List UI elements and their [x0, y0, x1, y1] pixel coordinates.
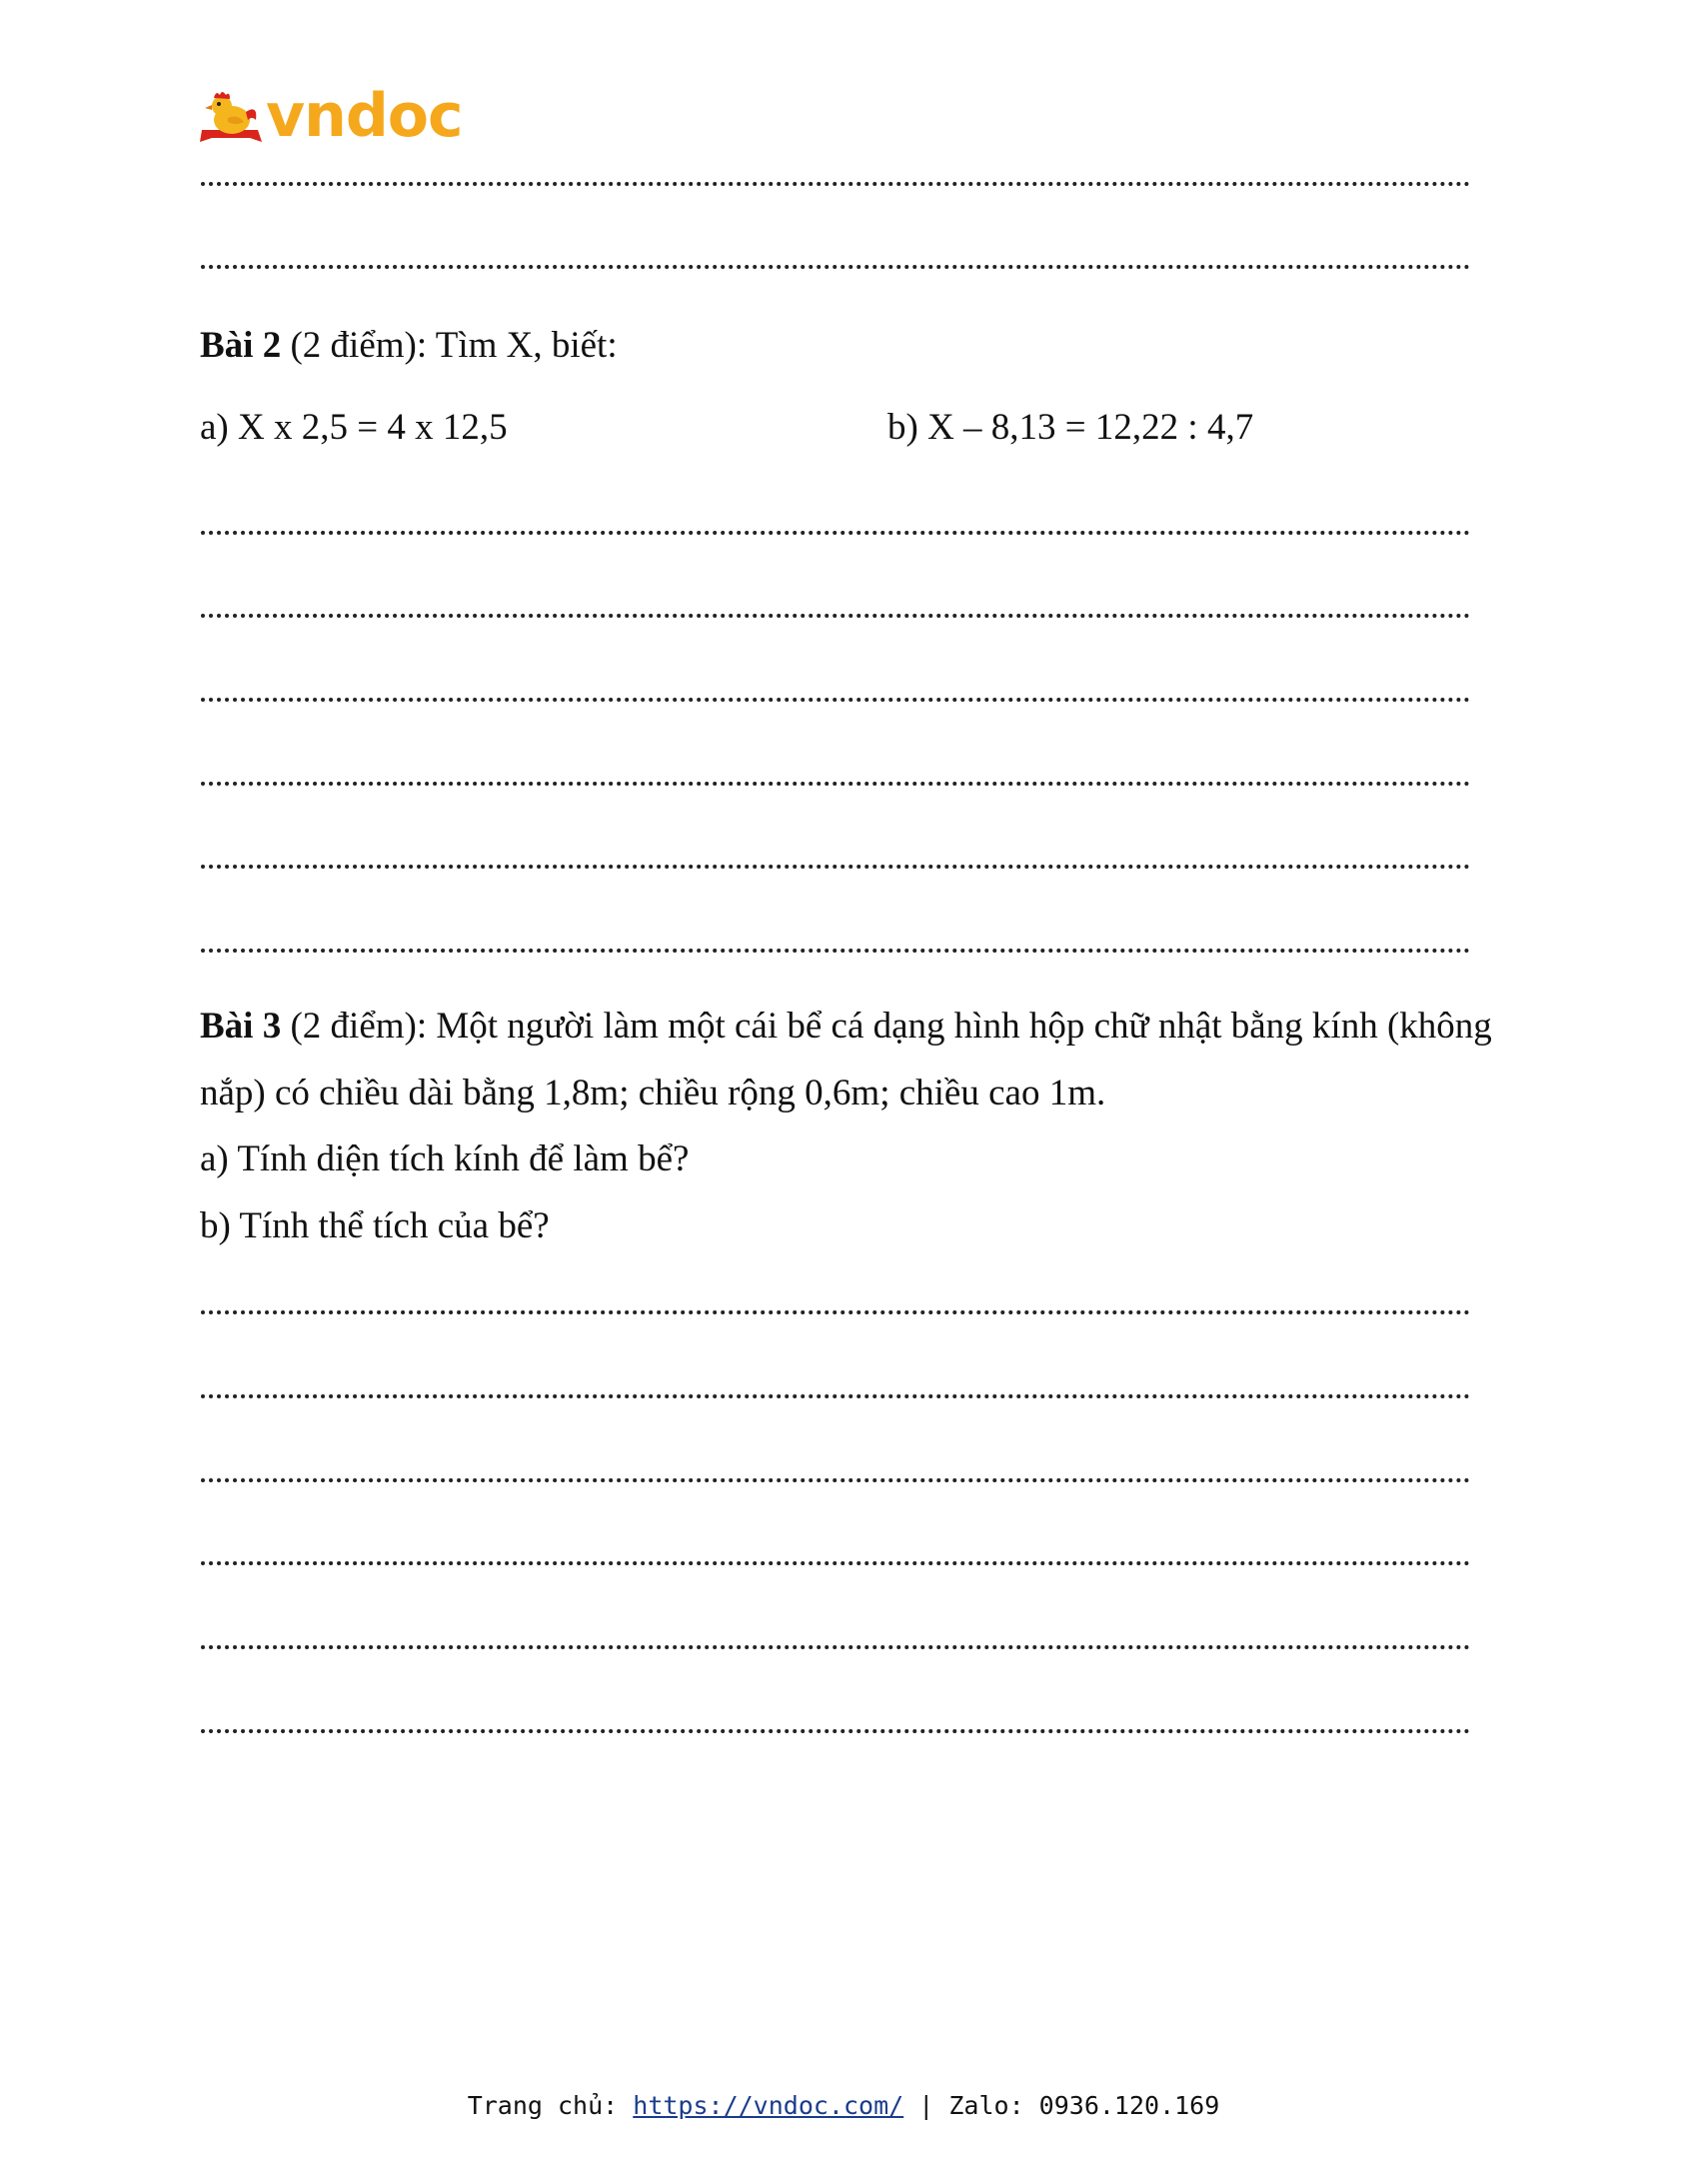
- footer-zalo: Zalo: 0936.120.169: [948, 2091, 1220, 2120]
- logo-wordmark: vndoc: [266, 81, 463, 151]
- answer-line: [201, 614, 1470, 618]
- answer-line: [201, 265, 1470, 269]
- answer-line: [201, 698, 1470, 702]
- rooster-mascot-icon: [200, 90, 262, 150]
- bai3-title: Bài 3: [200, 1006, 282, 1047]
- answer-line: [201, 782, 1470, 786]
- vndoc-logo[interactable]: [200, 81, 463, 152]
- bai2-points: (2 điểm): Tìm X, biết:: [290, 325, 618, 366]
- bai3-part-b: b) Tính thể tích của bể?: [200, 1205, 550, 1246]
- footer-home-label: Trang chủ:: [467, 2091, 634, 2120]
- bai2-heading: [200, 324, 618, 368]
- answer-line: [201, 1729, 1470, 1733]
- bai3-line1: (2 điểm): Một người làm một cái bể cá dạng hình hộp chữ nhật bằng kính (không: [290, 1006, 1492, 1047]
- footer-separator: |: [903, 2091, 949, 2120]
- page-footer: [0, 2091, 1687, 2120]
- answer-line: [201, 182, 1470, 186]
- answer-line: [201, 865, 1470, 869]
- answer-line: [201, 1394, 1470, 1398]
- bai2-title: Bài 2: [200, 325, 282, 366]
- answer-line: [201, 949, 1470, 953]
- bai3-part-a: a) Tính diện tích kính để làm bể?: [200, 1138, 690, 1179]
- bai2-part-a: a) X x 2,5 = 4 x 12,5: [200, 407, 508, 448]
- answer-line: [201, 1310, 1470, 1314]
- answer-line: [201, 1561, 1470, 1565]
- bai3-line2: nắp) có chiều dài bằng 1,8m; chiều rộng 0,6m; chiều cao 1m.: [200, 1073, 1106, 1113]
- answer-line: [201, 531, 1470, 535]
- bai2-part-b: b) X – 8,13 = 12,22 : 4,7: [887, 407, 1254, 448]
- bai3-heading: [200, 1005, 1492, 1049]
- answer-line: [201, 1645, 1470, 1649]
- answer-line: [201, 1478, 1470, 1482]
- footer-home-link[interactable]: https://vndoc.com/: [633, 2091, 904, 2120]
